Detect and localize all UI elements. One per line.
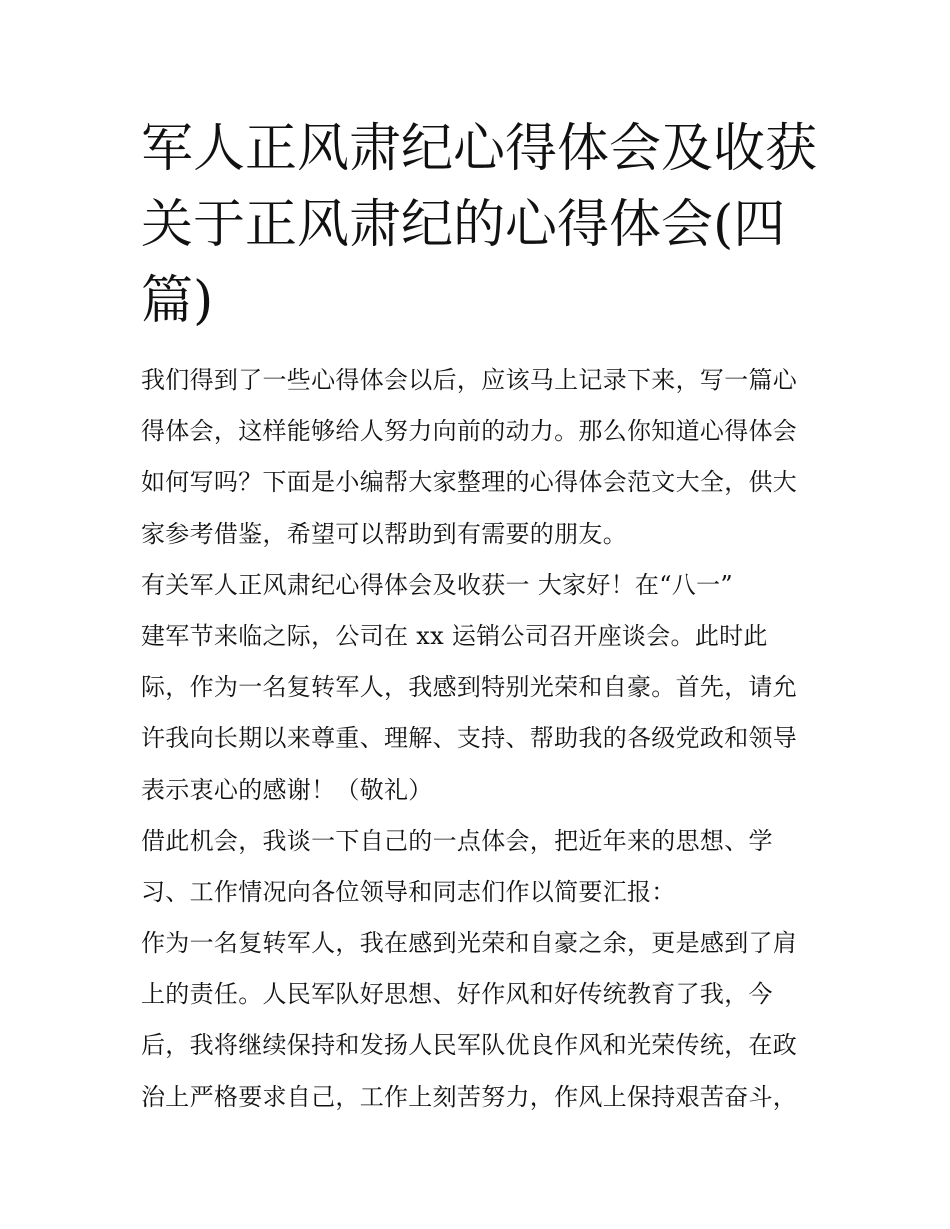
body-line: 得体会，这样能够给人努力向前的动力。那么你知道心得体会 bbox=[141, 417, 798, 446]
body-line: 借此机会，我谈一下自己的一点体会，把近年来的思想、学 bbox=[141, 826, 773, 855]
body-line: 表示衷心的感谢！（敬礼） bbox=[141, 775, 433, 804]
document-title bbox=[141, 111, 821, 339]
body-line: 习、工作情况向各位领导和同志们作以简要汇报： bbox=[141, 877, 676, 906]
body-line: 上的责任。人民军队好思想、好作风和好传统教育了我，今 bbox=[141, 980, 773, 1009]
body-line: 作为一名复转军人，我在感到光荣和自豪之余，更是感到了肩 bbox=[141, 929, 798, 958]
body-line: 后，我将继续保持和发扬人民军队优良作风和光荣传统，在政 bbox=[141, 1031, 798, 1060]
body-line: 我们得到了一些心得体会以后，应该马上记录下来，写一篇心 bbox=[141, 366, 798, 394]
body-line: 家参考借鉴，希望可以帮助到有需要的朋友。 bbox=[141, 519, 627, 548]
body-line: 治上严格要求自己，工作上刻苦努力，作风上保持艰苦奋斗， bbox=[141, 1082, 798, 1111]
title-line: 军人正风肃纪心得体会及收获 bbox=[141, 119, 818, 179]
body-line: 许我向长期以来尊重、理解、支持、帮助我的各级党政和领导 bbox=[141, 724, 798, 753]
body-line: 有关军人正风肃纪心得体会及收获一 大家好！在“八一” bbox=[141, 570, 733, 599]
body-line: 际，作为一名复转军人，我感到特别光荣和自豪。首先，请允 bbox=[141, 673, 798, 702]
document-body bbox=[141, 355, 821, 1123]
body-line: 如何写吗？下面是小编帮大家整理的心得体会范文大全，供大 bbox=[141, 468, 798, 497]
title-line: 篇) bbox=[141, 271, 214, 331]
title-line: 关于正风肃纪的心得体会(四 bbox=[141, 195, 786, 255]
body-line: 建军节来临之际，公司在 xx 运销公司召开座谈会。此时此 bbox=[141, 621, 768, 650]
